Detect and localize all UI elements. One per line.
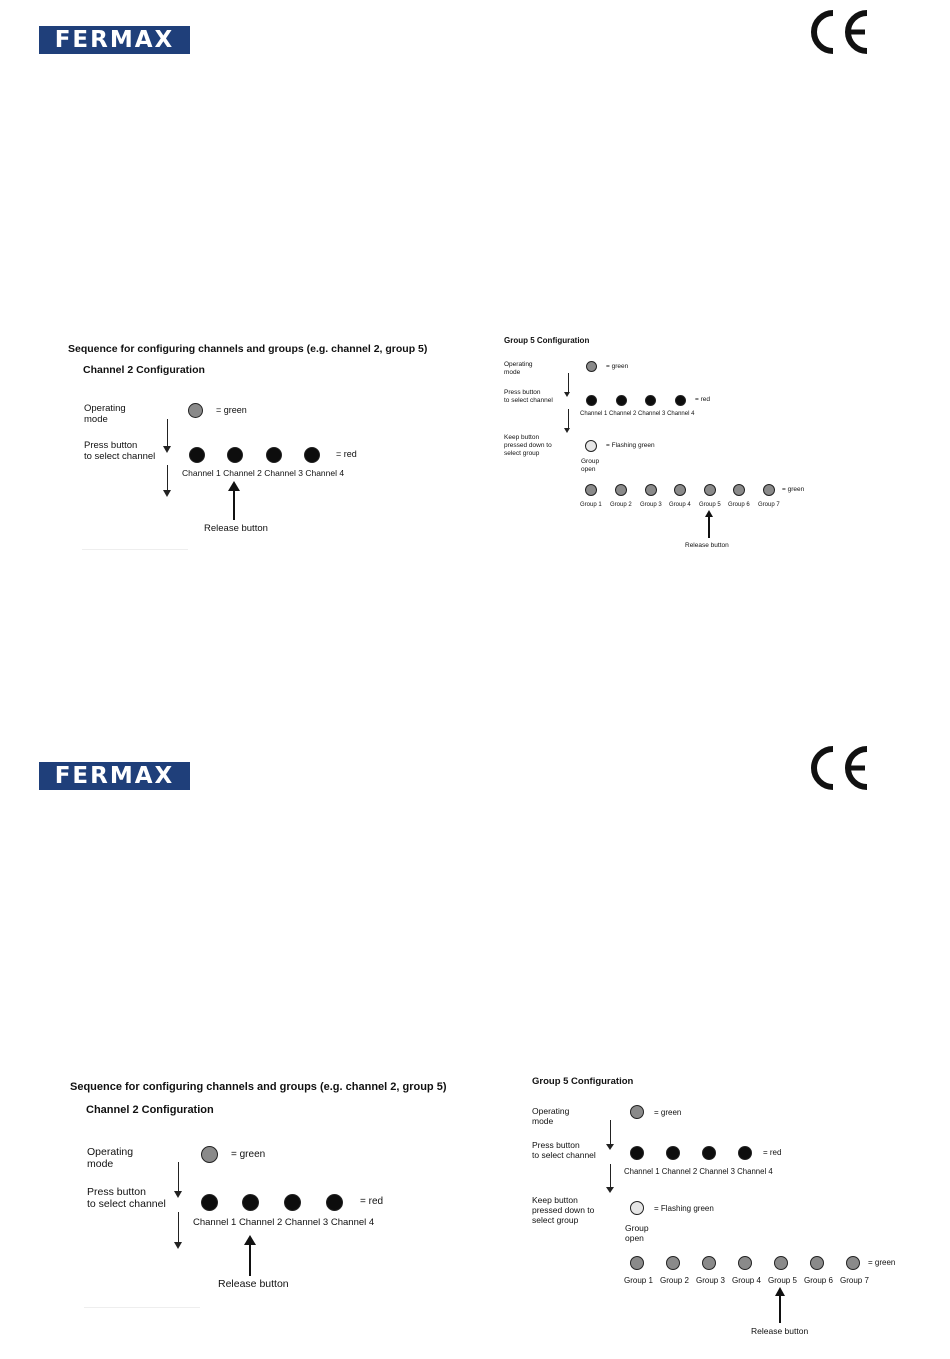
group-3-label: Group 3 (640, 502, 662, 508)
group-4-label: Group 4 (669, 502, 691, 508)
flow-arrow-line (568, 409, 569, 429)
flashing-green-label: = Flashing green (654, 1204, 714, 1213)
channel-labels: Channel 1 Channel 2 Channel 3 Channel 4 (193, 1217, 375, 1228)
channel-labels: Channel 1 Channel 2 Channel 3 Channel 4 (182, 468, 345, 478)
channel-2-led (616, 395, 627, 406)
group-2-label: Group 2 (610, 502, 632, 508)
group-open-label: Group open (581, 458, 600, 473)
channel-3-led (702, 1146, 716, 1160)
fermax-logo: FERMAX (39, 762, 190, 790)
channel-config-diagram (68, 343, 428, 553)
divider (82, 549, 188, 550)
red-label: = red (695, 396, 710, 403)
group-2-led (666, 1256, 680, 1270)
flashing-green-label: = Flashing green (606, 442, 655, 449)
group-7-label: Group 7 (840, 1276, 869, 1285)
ce-mark-icon (804, 9, 870, 55)
group-3-led (702, 1256, 716, 1270)
channel-4-led (675, 395, 686, 406)
press-button-label: Press button to select channel (532, 1140, 596, 1160)
operating-mode-label: Operating mode (84, 403, 126, 425)
operating-mode-label: Operating mode (504, 361, 533, 376)
group-5-label: Group 5 (768, 1276, 797, 1285)
release-button-label: Release button (751, 1326, 809, 1336)
flow-arrow-line (610, 1164, 611, 1188)
group-config-diagram (532, 1076, 902, 1340)
flow-arrow-line (610, 1120, 611, 1145)
red-label: = red (336, 449, 357, 459)
group-open-label: Group open (625, 1223, 649, 1243)
flow-arrow-line (167, 419, 168, 447)
group-open-led (585, 440, 597, 452)
release-arrow-line (779, 1295, 781, 1323)
channel-4-led (304, 447, 320, 463)
group-4-led (738, 1256, 752, 1270)
flow-arrow-head (163, 490, 171, 497)
group-6-label: Group 6 (728, 502, 750, 508)
operating-mode-led (586, 361, 597, 372)
release-button-label: Release button (218, 1278, 289, 1290)
flow-arrow-head (163, 446, 171, 453)
group-5-led (704, 484, 716, 496)
channel-2-led (242, 1194, 259, 1211)
green-label: = green (654, 1108, 682, 1117)
groups-green-label: = green (868, 1258, 896, 1267)
release-arrow-line (233, 490, 235, 520)
fermax-logo: FERMAX (39, 26, 190, 54)
operating-mode-led (201, 1146, 218, 1163)
divider (84, 1307, 200, 1308)
channel-3-led (645, 395, 656, 406)
green-label: = green (231, 1149, 266, 1160)
channel-1-led (586, 395, 597, 406)
group-6-led (810, 1256, 824, 1270)
flow-arrow-head (606, 1187, 614, 1193)
group-config-title: Group 5 Configuration (532, 1076, 634, 1087)
channel-3-led (284, 1194, 301, 1211)
channel-labels: Channel 1 Channel 2 Channel 3 Channel 4 (580, 411, 695, 417)
channel-config-title: Channel 2 Configuration (83, 364, 205, 376)
keep-button-label: Keep button pressed down to select group (532, 1195, 595, 1225)
groups-green-label: = green (782, 486, 805, 493)
group-2-led (615, 484, 627, 496)
group-1-label: Group 1 (580, 502, 602, 508)
keep-button-label: Keep button pressed down to select group (504, 434, 552, 457)
flow-arrow-line (178, 1212, 179, 1243)
release-button-label: Release button (685, 542, 729, 549)
press-button-label: Press button to select channel (87, 1186, 166, 1210)
release-button-label: Release button (204, 523, 268, 534)
channel-2-led (227, 447, 243, 463)
group-3-led (645, 484, 657, 496)
press-button-label: Press button to select channel (504, 389, 553, 404)
flow-arrow-line (568, 373, 569, 393)
channel-4-led (326, 1194, 343, 1211)
release-arrow-line (249, 1244, 251, 1276)
group-6-led (733, 484, 745, 496)
channel-1-led (630, 1146, 644, 1160)
red-label: = red (360, 1196, 384, 1207)
flow-arrow-head (174, 1242, 182, 1249)
channel-config-title: Channel 2 Configuration (86, 1104, 214, 1116)
channel-1-led (201, 1194, 218, 1211)
flow-arrow-head (174, 1191, 182, 1198)
flow-arrow-head (564, 428, 570, 433)
channel-2-led (666, 1146, 680, 1160)
operating-mode-led (188, 403, 203, 418)
group-1-led (630, 1256, 644, 1270)
sequence-title: Sequence for configuring channels and groups (e.g. channel 2, group 5) (70, 1081, 447, 1093)
flow-arrow-head (564, 392, 570, 397)
group-config-diagram (504, 336, 814, 554)
channel-labels: Channel 1 Channel 2 Channel 3 Channel 4 (624, 1167, 773, 1176)
group-3-label: Group 3 (696, 1276, 725, 1285)
channel-3-led (266, 447, 282, 463)
group-5-led (774, 1256, 788, 1270)
group-1-label: Group 1 (624, 1276, 653, 1285)
operating-mode-label: Operating mode (532, 1106, 570, 1126)
group-4-led (674, 484, 686, 496)
group-7-led (846, 1256, 860, 1270)
group-1-led (585, 484, 597, 496)
group-4-label: Group 4 (732, 1276, 761, 1285)
group-5-label: Group 5 (699, 502, 721, 508)
group-config-title: Group 5 Configuration (504, 336, 590, 345)
group-2-label: Group 2 (660, 1276, 689, 1285)
flow-arrow-head (606, 1144, 614, 1150)
channel-config-diagram (70, 1081, 450, 1311)
red-label: = red (763, 1148, 782, 1157)
group-open-led (630, 1201, 644, 1215)
ce-mark-icon (804, 745, 870, 791)
operating-mode-label: Operating mode (87, 1146, 134, 1170)
channel-4-led (738, 1146, 752, 1160)
sequence-title: Sequence for configuring channels and groups (e.g. channel 2, group 5) (68, 343, 428, 355)
group-7-label: Group 7 (758, 502, 780, 508)
flow-arrow-line (167, 465, 168, 491)
channel-1-led (189, 447, 205, 463)
release-arrow-line (708, 516, 710, 538)
press-button-label: Press button to select channel (84, 440, 156, 462)
flow-arrow-line (178, 1162, 179, 1192)
group-6-label: Group 6 (804, 1276, 833, 1285)
operating-mode-led (630, 1105, 644, 1119)
green-label: = green (606, 363, 629, 370)
group-7-led (763, 484, 775, 496)
green-label: = green (216, 405, 247, 415)
